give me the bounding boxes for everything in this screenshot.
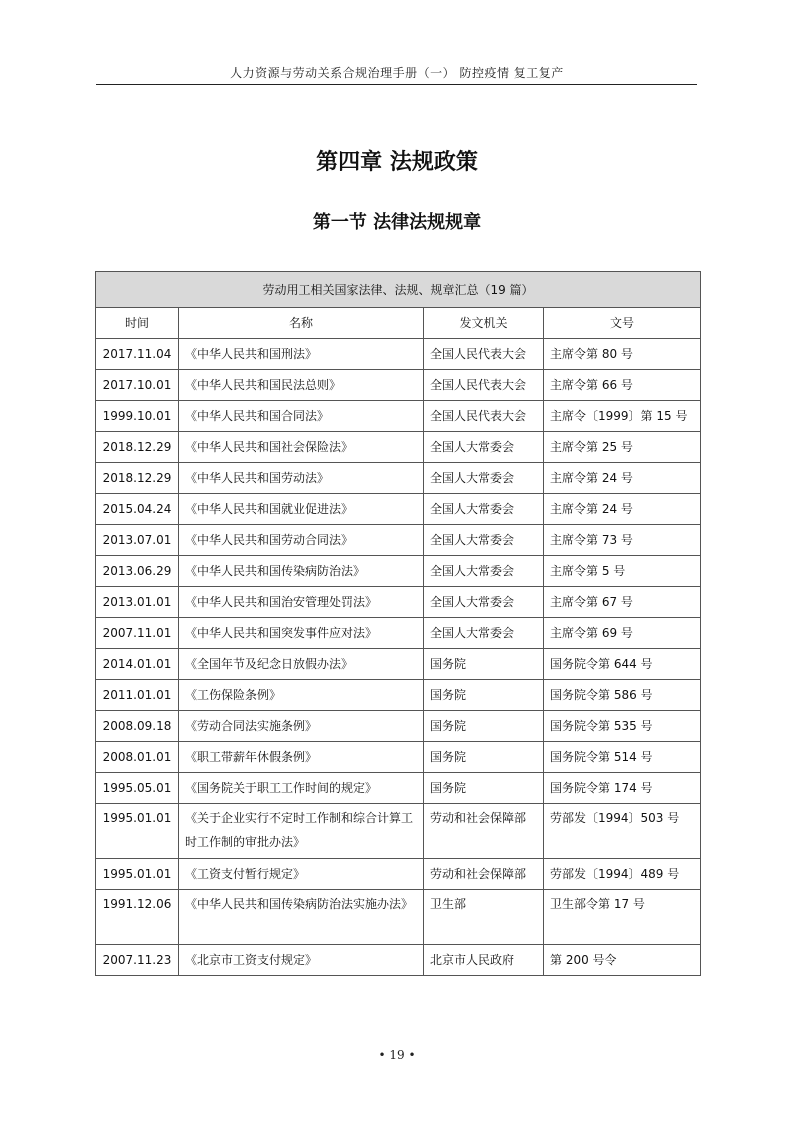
cell-issuer: 全国人大常委会	[424, 525, 544, 556]
cell-name: 《中华人民共和国就业促进法》	[179, 494, 424, 525]
cell-date: 1995.01.01	[96, 859, 179, 890]
section-title: 第一节 法律法规规章	[312, 212, 482, 233]
laws-table	[95, 271, 701, 976]
cell-date: 2018.12.29	[96, 432, 179, 463]
cell-issuer: 全国人大常委会	[424, 556, 544, 587]
cell-number: 国务院令第 586 号	[544, 680, 701, 711]
table-row	[96, 773, 701, 804]
cell-issuer: 全国人大常委会	[424, 587, 544, 618]
cell-number: 主席令第 67 号	[544, 587, 701, 618]
table-caption: 劳动用工相关国家法律、法规、规章汇总（19 篇）	[96, 272, 701, 308]
cell-number: 劳部发〔1994〕503 号	[544, 804, 701, 859]
cell-name: 《中华人民共和国劳动法》	[179, 463, 424, 494]
cell-name: 《职工带薪年休假条例》	[179, 742, 424, 773]
cell-name: 《中华人民共和国突发事件应对法》	[179, 618, 424, 649]
table-row	[96, 587, 701, 618]
cell-number: 主席令第 69 号	[544, 618, 701, 649]
cell-name: 《中华人民共和国治安管理处罚法》	[179, 587, 424, 618]
table-row	[96, 649, 701, 680]
table-row	[96, 890, 701, 945]
table-row	[96, 680, 701, 711]
column-header-issuer: 发文机关	[424, 308, 544, 339]
cell-name: 《关于企业实行不定时工作制和综合计算工时工作制的审批办法》	[179, 804, 424, 859]
cell-issuer: 全国人大常委会	[424, 463, 544, 494]
cell-date: 2011.01.01	[96, 680, 179, 711]
cell-name: 《工伤保险条例》	[179, 680, 424, 711]
cell-name: 《中华人民共和国传染病防治法》	[179, 556, 424, 587]
cell-number: 国务院令第 644 号	[544, 649, 701, 680]
cell-number: 国务院令第 535 号	[544, 711, 701, 742]
cell-number: 劳部发〔1994〕489 号	[544, 859, 701, 890]
cell-name: 《全国年节及纪念日放假办法》	[179, 649, 424, 680]
cell-name: 《国务院关于职工工作时间的规定》	[179, 773, 424, 804]
table-row	[96, 556, 701, 587]
cell-issuer: 劳动和社会保障部	[424, 859, 544, 890]
table-row	[96, 804, 701, 859]
cell-name: 《中华人民共和国社会保险法》	[179, 432, 424, 463]
column-header-number: 文号	[544, 308, 701, 339]
table-row	[96, 711, 701, 742]
table-row	[96, 401, 701, 432]
cell-name: 《劳动合同法实施条例》	[179, 711, 424, 742]
table-row	[96, 339, 701, 370]
cell-number: 主席令第 24 号	[544, 494, 701, 525]
cell-number: 第 200 号令	[544, 945, 701, 976]
cell-issuer: 全国人民代表大会	[424, 370, 544, 401]
table-row	[96, 859, 701, 890]
cell-number: 主席令第 73 号	[544, 525, 701, 556]
table-body	[96, 339, 701, 976]
cell-date: 2008.01.01	[96, 742, 179, 773]
cell-number: 主席令第 25 号	[544, 432, 701, 463]
chapter-title: 第四章 法规政策	[316, 149, 478, 175]
cell-date: 2007.11.23	[96, 945, 179, 976]
cell-issuer: 卫生部	[424, 890, 544, 945]
cell-number: 主席令〔1999〕第 15 号	[544, 401, 701, 432]
cell-issuer: 全国人大常委会	[424, 432, 544, 463]
cell-number: 国务院令第 514 号	[544, 742, 701, 773]
cell-name: 《中华人民共和国刑法》	[179, 339, 424, 370]
table-row	[96, 370, 701, 401]
cell-number: 国务院令第 174 号	[544, 773, 701, 804]
cell-date: 2013.07.01	[96, 525, 179, 556]
cell-name: 《中华人民共和国民法总则》	[179, 370, 424, 401]
running-header: 人力资源与劳动关系合规治理手册（一） 防控疫情 复工复产	[230, 66, 564, 80]
cell-number: 主席令第 66 号	[544, 370, 701, 401]
table-row	[96, 525, 701, 556]
cell-issuer: 北京市人民政府	[424, 945, 544, 976]
cell-number: 主席令第 5 号	[544, 556, 701, 587]
table-row	[96, 494, 701, 525]
cell-date: 2007.11.01	[96, 618, 179, 649]
cell-issuer: 国务院	[424, 680, 544, 711]
cell-date: 1995.05.01	[96, 773, 179, 804]
cell-issuer: 劳动和社会保障部	[424, 804, 544, 859]
cell-date: 2017.11.04	[96, 339, 179, 370]
cell-issuer: 国务院	[424, 773, 544, 804]
cell-issuer: 全国人民代表大会	[424, 339, 544, 370]
cell-name: 《中华人民共和国传染病防治法实施办法》	[179, 890, 424, 945]
table-caption-row	[96, 272, 701, 308]
cell-date: 2013.01.01	[96, 587, 179, 618]
table-row	[96, 742, 701, 773]
cell-name: 《工资支付暂行规定》	[179, 859, 424, 890]
cell-number: 卫生部令第 17 号	[544, 890, 701, 945]
cell-date: 1995.01.01	[96, 804, 179, 859]
cell-date: 2013.06.29	[96, 556, 179, 587]
cell-name: 《北京市工资支付规定》	[179, 945, 424, 976]
cell-issuer: 全国人民代表大会	[424, 401, 544, 432]
cell-date: 2008.09.18	[96, 711, 179, 742]
cell-date: 2018.12.29	[96, 463, 179, 494]
table-header-row	[96, 308, 701, 339]
column-header-name: 名称	[179, 308, 424, 339]
cell-date: 2014.01.01	[96, 649, 179, 680]
cell-issuer: 全国人大常委会	[424, 494, 544, 525]
cell-issuer: 国务院	[424, 649, 544, 680]
table-row	[96, 618, 701, 649]
table-row	[96, 432, 701, 463]
table-row	[96, 463, 701, 494]
cell-date: 1991.12.06	[96, 890, 179, 945]
cell-date: 1999.10.01	[96, 401, 179, 432]
cell-issuer: 国务院	[424, 711, 544, 742]
table-row	[96, 945, 701, 976]
cell-date: 2017.10.01	[96, 370, 179, 401]
page-number: • 19 •	[378, 1048, 416, 1062]
cell-date: 2015.04.24	[96, 494, 179, 525]
cell-issuer: 全国人大常委会	[424, 618, 544, 649]
cell-name: 《中华人民共和国劳动合同法》	[179, 525, 424, 556]
cell-issuer: 国务院	[424, 742, 544, 773]
cell-name: 《中华人民共和国合同法》	[179, 401, 424, 432]
header-divider	[96, 84, 697, 85]
cell-number: 主席令第 80 号	[544, 339, 701, 370]
cell-number: 主席令第 24 号	[544, 463, 701, 494]
column-header-date: 时间	[96, 308, 179, 339]
